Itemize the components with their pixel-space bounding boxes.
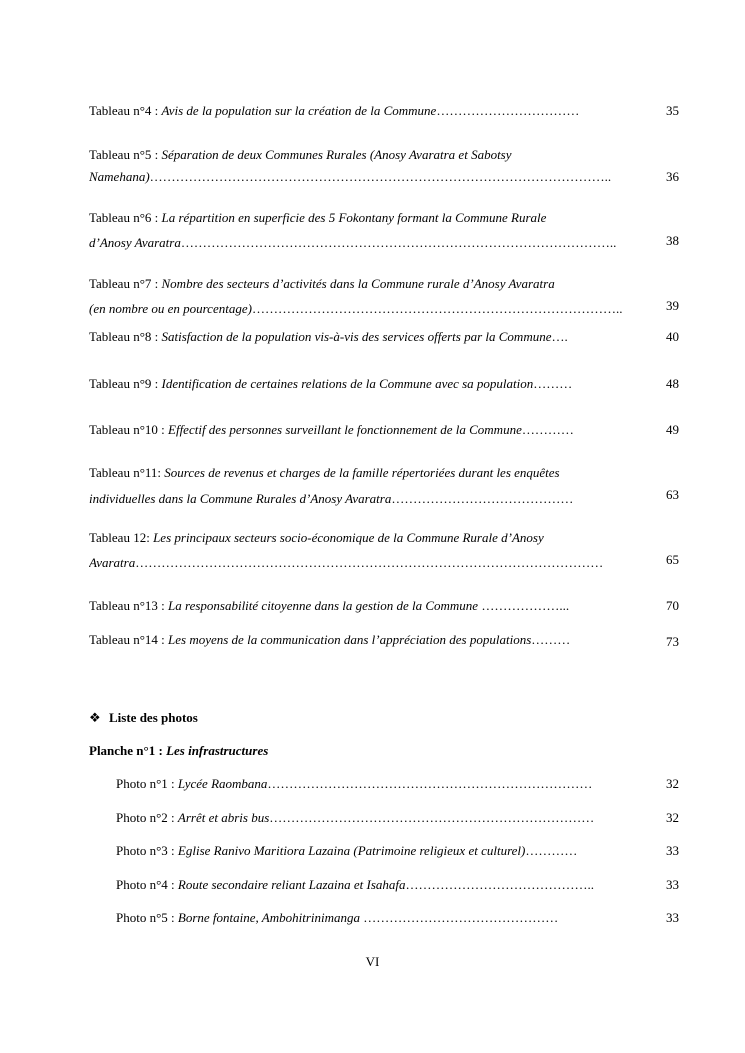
toc-entry-tableau-11-cont: individuelles dans la Commune Rurales d’Anosy Avaratra…………………………………… (89, 491, 574, 506)
planche-heading: Planche n°1 : Les infrastructures (89, 743, 269, 758)
toc-page-number: 32 (666, 776, 679, 791)
toc-entry-tableau-4: Tableau n°4 : Avis de la population sur la création de la Commune…………………………… (89, 103, 580, 118)
toc-entry-photo-4: Photo n°4 : Route secondaire reliant Lazaina et Isahafa…………………………………….. (116, 877, 595, 892)
toc-entry-tableau-6: Tableau n°6 : La répartition en superficie des 5 Fokontany formant la Commune Rurale (89, 210, 547, 225)
toc-page-number: 49 (666, 422, 679, 437)
toc-entry-tableau-10: Tableau n°10 : Effectif des personnes surveillant le fonctionnement de la Commune………… (89, 422, 574, 437)
diamond-bullet-icon: ❖ (89, 710, 101, 725)
toc-page-number: 40 (666, 329, 679, 344)
section-heading-photos: ❖ Liste des photos (89, 710, 198, 725)
toc-entry-photo-2: Photo n°2 : Arrêt et abris bus………………………………………………………………… (116, 810, 595, 825)
toc-entry-tableau-7: Tableau n°7 : Nombre des secteurs d’activités dans la Commune rurale d’Anosy Avaratra (89, 276, 555, 291)
toc-entry-tableau-13: Tableau n°13 : La responsabilité citoyenne dans la gestion de la Commune ………………... (89, 598, 570, 613)
toc-page-number: 65 (666, 552, 679, 567)
toc-page-number: 63 (666, 487, 679, 502)
toc-entry-photo-5: Photo n°5 : Borne fontaine, Ambohitrinimanga ……………………………………… (116, 910, 559, 925)
toc-entry-tableau-7-cont: (en nombre ou en pourcentage)………………………………………………………………………….. (89, 301, 623, 316)
toc-entry-photo-3: Photo n°3 : Eglise Ranivo Maritiora Lazaina (Patrimoine religieux et culturel)………… (116, 843, 578, 858)
toc-page-number: 38 (666, 233, 679, 248)
toc-page-number: 48 (666, 376, 679, 391)
toc-entry-tableau-5-cont: Namehana)…………………………………………………………………………………………….. (89, 169, 612, 184)
toc-entry-tableau-11: Tableau n°11: Sources de revenus et charges de la famille répertoriées durant les enquêtes (89, 465, 560, 480)
toc-page-number: 33 (666, 910, 679, 925)
toc-entry-tableau-12-cont: Avaratra……………………………………………………………………………………………… (89, 555, 604, 570)
page-number-footer: VI (365, 954, 380, 969)
toc-entry-tableau-14: Tableau n°14 : Les moyens de la communication dans l’appréciation des populations……… (89, 632, 571, 647)
toc-entry-photo-1: Photo n°1 : Lycée Raombana………………………………………………………………… (116, 776, 593, 791)
toc-page-number: 39 (666, 298, 679, 313)
toc-page-number: 70 (666, 598, 679, 613)
toc-page-number: 73 (666, 634, 679, 649)
toc-entry-tableau-8: Tableau n°8 : Satisfaction de la population vis-à-vis des services offerts par la Commune…. (89, 329, 568, 344)
toc-page-number: 33 (666, 877, 679, 892)
toc-entry-tableau-6-cont: d’Anosy Avaratra……………………………………………………………………………………….. (89, 235, 617, 250)
toc-entry-tableau-12: Tableau 12: Les principaux secteurs socio-économique de la Commune Rurale d’Anosy (89, 530, 544, 545)
toc-entry-tableau-9: Tableau n°9 : Identification de certaines relations de la Commune avec sa population……… (89, 376, 573, 391)
toc-page-number: 33 (666, 843, 679, 858)
toc-page-number: 35 (666, 103, 679, 118)
toc-entry-tableau-5: Tableau n°5 : Séparation de deux Communes Rurales (Anosy Avaratra et Sabotsy (89, 147, 512, 162)
toc-page-number: 32 (666, 810, 679, 825)
toc-page-number: 36 (666, 169, 679, 184)
